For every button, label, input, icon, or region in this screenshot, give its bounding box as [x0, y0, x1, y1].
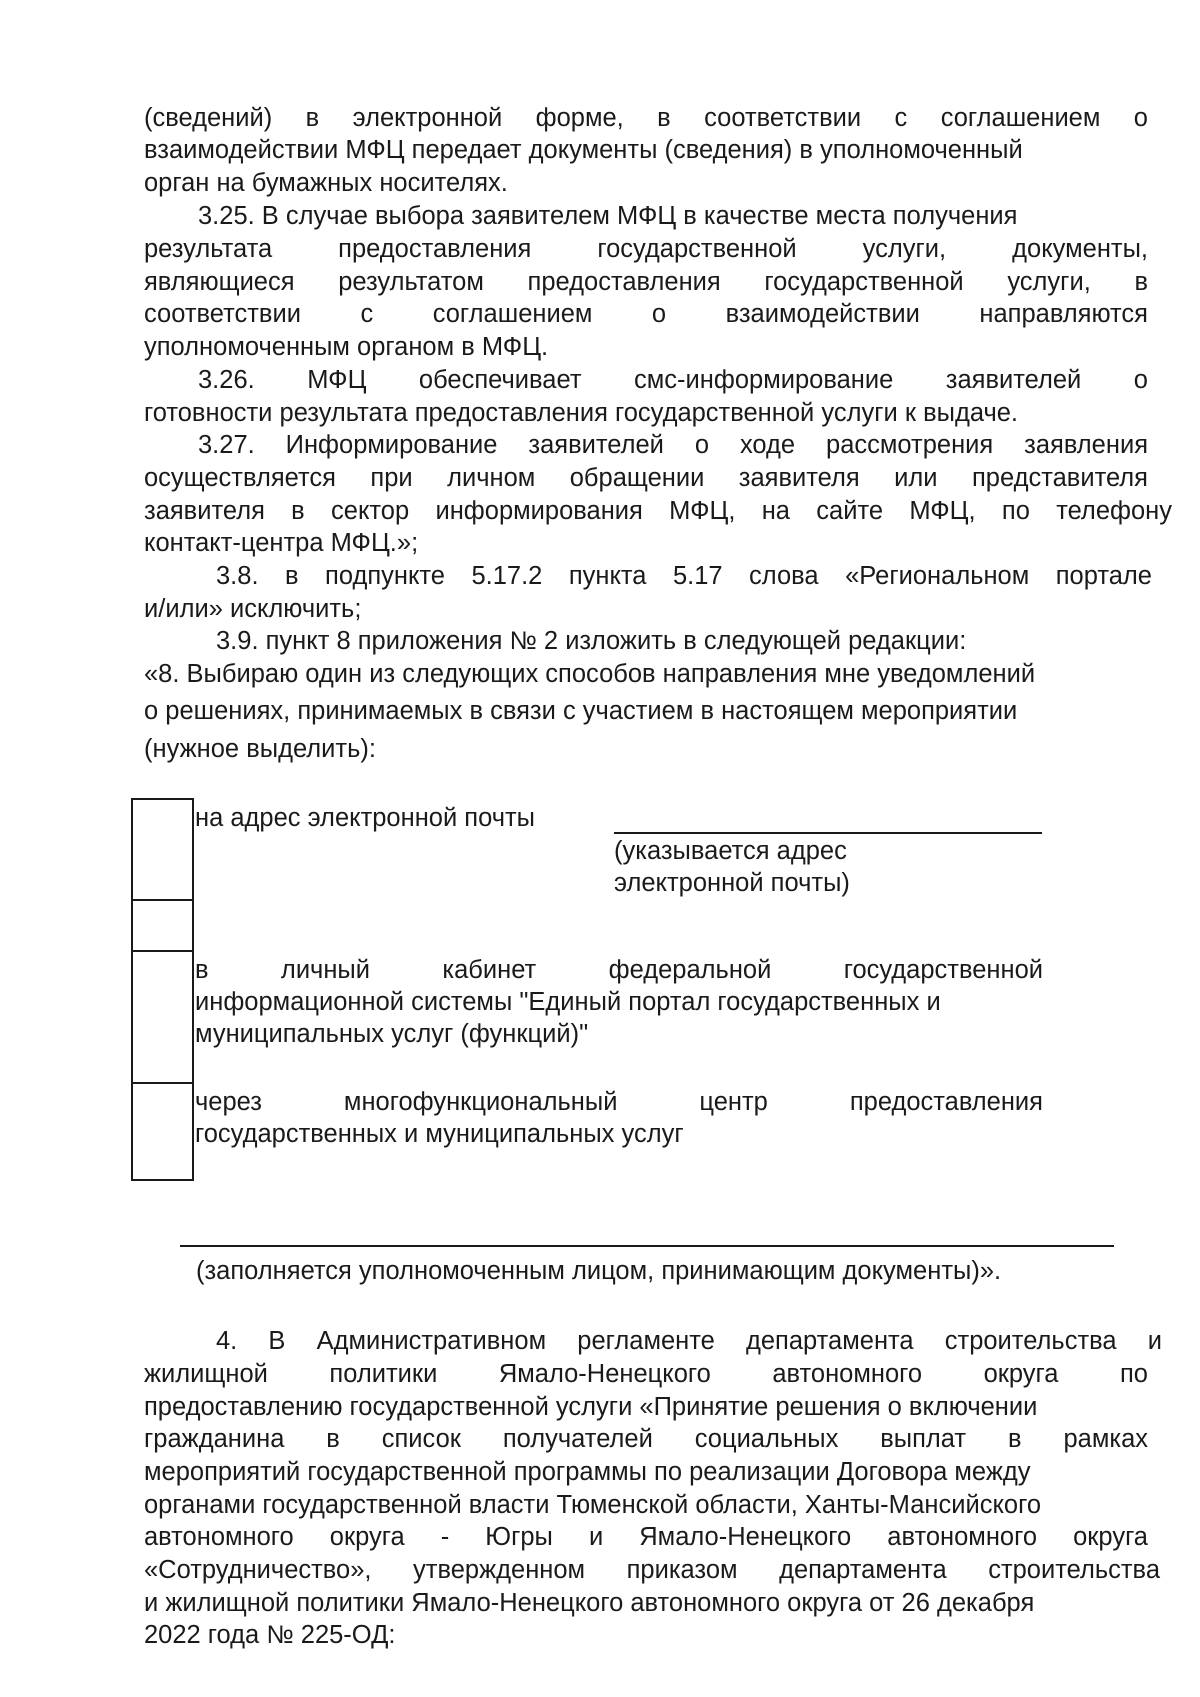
text-line: уполномоченным органом в МФЦ. [144, 333, 549, 361]
text-line: «8. Выбираю один из следующих способов направления мне уведомлений [144, 660, 1036, 688]
option-portal-label: информационной системы "Единый портал государственных и [195, 988, 941, 1016]
text-line: автономного округа - Югры и Ямало-Ненецкого автономного округа [144, 1523, 1148, 1551]
option-mfc-label: через многофункциональный центр предоставления [195, 1088, 1043, 1116]
text-line: соответствии с соглашением о взаимодействии направляются [144, 300, 1148, 328]
text-line: «Сотрудничество», утвержденном приказом департамента строительства [144, 1556, 1160, 1584]
text-line: мероприятий государственной программы по реализации Договора между [144, 1458, 1031, 1486]
text-line: гражданина в список получателей социальных выплат в рамках [144, 1425, 1148, 1453]
text-line: органами государственной власти Тюменской области, Ханты-Мансийского [144, 1491, 1041, 1519]
email-input-line[interactable] [614, 832, 1042, 834]
paragraph-3-25-start: 3.25. В случае выбора заявителем МФЦ в качестве места получения [198, 202, 1018, 230]
option-portal-label: муниципальных услуг (функций)" [195, 1020, 589, 1048]
text-line: являющиеся результатом предоставления государственной услуги, в [144, 268, 1148, 296]
text-line: о решениях, принимаемых в связи с участием в настоящем мероприятии [144, 697, 1018, 725]
text-line: жилищной политики Ямало-Ненецкого автономного округа по [144, 1360, 1148, 1388]
table-divider [131, 950, 194, 952]
paragraph-3-26-start: 3.26. МФЦ обеспечивает смс-информирование заявителей о [198, 366, 1148, 394]
selection-table [131, 798, 194, 1181]
option-email-label: на адрес электронной почты [195, 804, 536, 832]
paragraph-3-9-start: 3.9. пункт 8 приложения № 2 изложить в следующей редакции: [216, 627, 967, 655]
paragraph-3-8-start: 3.8. в подпункте 5.17.2 пункта 5.17 слова «Региональном портале [216, 562, 1152, 590]
signature-caption: (заполняется уполномоченным лицом, принимающим документы)». [196, 1257, 1002, 1285]
table-divider [131, 1082, 194, 1084]
email-hint: (указывается адрес [614, 837, 847, 865]
paragraph-3-27-start: 3.27. Информирование заявителей о ходе рассмотрения заявления [198, 431, 1148, 459]
text-line: (нужное выделить): [144, 735, 376, 763]
text-line: (сведений) в электронной форме, в соответствии с соглашением о [144, 104, 1148, 132]
text-line: предоставлению государственной услуги «Принятие решения о включении [144, 1393, 1038, 1421]
text-line: и/или» исключить; [144, 595, 362, 623]
option-portal-label: в личный кабинет федеральной государственной [195, 956, 1043, 984]
text-line: результата предоставления государственной услуги, документы, [144, 235, 1148, 263]
email-hint: электронной почты) [614, 869, 850, 897]
text-line: орган на бумажных носителях. [144, 169, 508, 197]
text-line: 2022 года № 225-ОД: [144, 1621, 396, 1649]
paragraph-4-start: 4. В Административном регламенте департамента строительства и [216, 1327, 1162, 1355]
text-line: и жилищной политики Ямало-Ненецкого автономного округа от 26 декабря [144, 1589, 1035, 1617]
text-line: готовности результата предоставления государственной услуги к выдаче. [144, 399, 1018, 427]
table-divider [131, 899, 194, 901]
text-line: заявителя в сектор информирования МФЦ, на сайте МФЦ, по телефону [144, 497, 1172, 525]
option-mfc-label: государственных и муниципальных услуг [195, 1120, 684, 1148]
text-line: осуществляется при личном обращении заявителя или представителя [144, 464, 1148, 492]
text-line: контакт-центра МФЦ.»; [144, 529, 419, 557]
text-line: взаимодействии МФЦ передает документы (сведения) в уполномоченный [144, 136, 1023, 164]
signature-line [180, 1245, 1114, 1247]
